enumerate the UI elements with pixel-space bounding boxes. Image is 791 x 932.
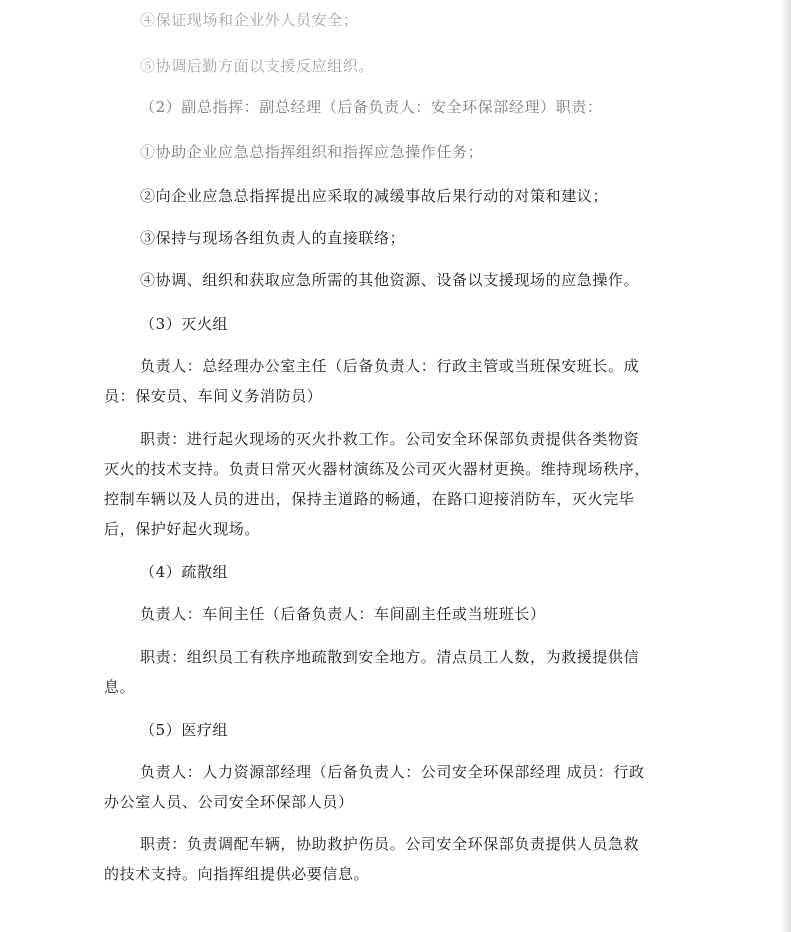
text-line: 后，保护好起火现场。 xyxy=(104,520,261,538)
text-line: ⑤协调后勤方面以支援反应组织。 xyxy=(140,57,375,75)
text-line: 息。 xyxy=(104,678,136,696)
section-heading: （3）灭火组 xyxy=(140,315,229,333)
text-line: 职责：组织员工有秩序地疏散到安全地方。清点员工人数，为救援提供信 xyxy=(140,648,640,666)
section-heading: （4）疏散组 xyxy=(140,563,229,581)
text-line: ②向企业应急总指挥提出应采取的减缓事故后果行动的对策和建议； xyxy=(140,187,609,205)
text-line: 的技术支持。向指挥组提供必要信息。 xyxy=(104,865,370,883)
text-line: ③保持与现场各组负责人的直接联络； xyxy=(140,229,406,247)
text-line: 办公室人员、公司安全环保部人员） xyxy=(104,793,354,811)
text-line: 负责人：总经理办公室主任（后备负责人：行政主管或当班保安班长。成 xyxy=(140,357,640,375)
section-heading: （2）副总指挥：副总经理（后备负责人：安全环保部经理）职责： xyxy=(140,98,603,116)
text-line: ①协助企业应急总指挥组织和指挥应急操作任务； xyxy=(140,143,484,161)
section-heading: （5）医疗组 xyxy=(140,721,229,739)
text-line: 控制车辆以及人员的进出，保持主道路的畅通，在路口迎接消防车，灭火完毕 xyxy=(104,490,635,508)
text-line: 灭火的技术支持。负责日常灭火器材演练及公司灭火器材更换。维持现场秩序， xyxy=(104,460,651,478)
text-line: 职责：负责调配车辆，协助救护伤员。公司安全环保部负责提供人员急救 xyxy=(140,835,640,853)
text-line: 员：保安员、车间义务消防员） xyxy=(104,387,323,405)
text-line: 负责人：人力资源部经理（后备负责人：公司安全环保部经理 成员：行政 xyxy=(140,763,645,781)
scan-edge-shadow xyxy=(781,0,791,932)
text-line: 职责：进行起火现场的灭火扑救工作。公司安全环保部负责提供各类物资 xyxy=(140,430,640,448)
text-line: 负责人：车间主任（后备负责人：车间副主任或当班班长） xyxy=(140,605,546,623)
text-line: ④协调、组织和获取应急所需的其他资源、设备以支援现场的应急操作。 xyxy=(140,271,640,289)
text-line: ④保证现场和企业外人员安全； xyxy=(140,11,359,29)
